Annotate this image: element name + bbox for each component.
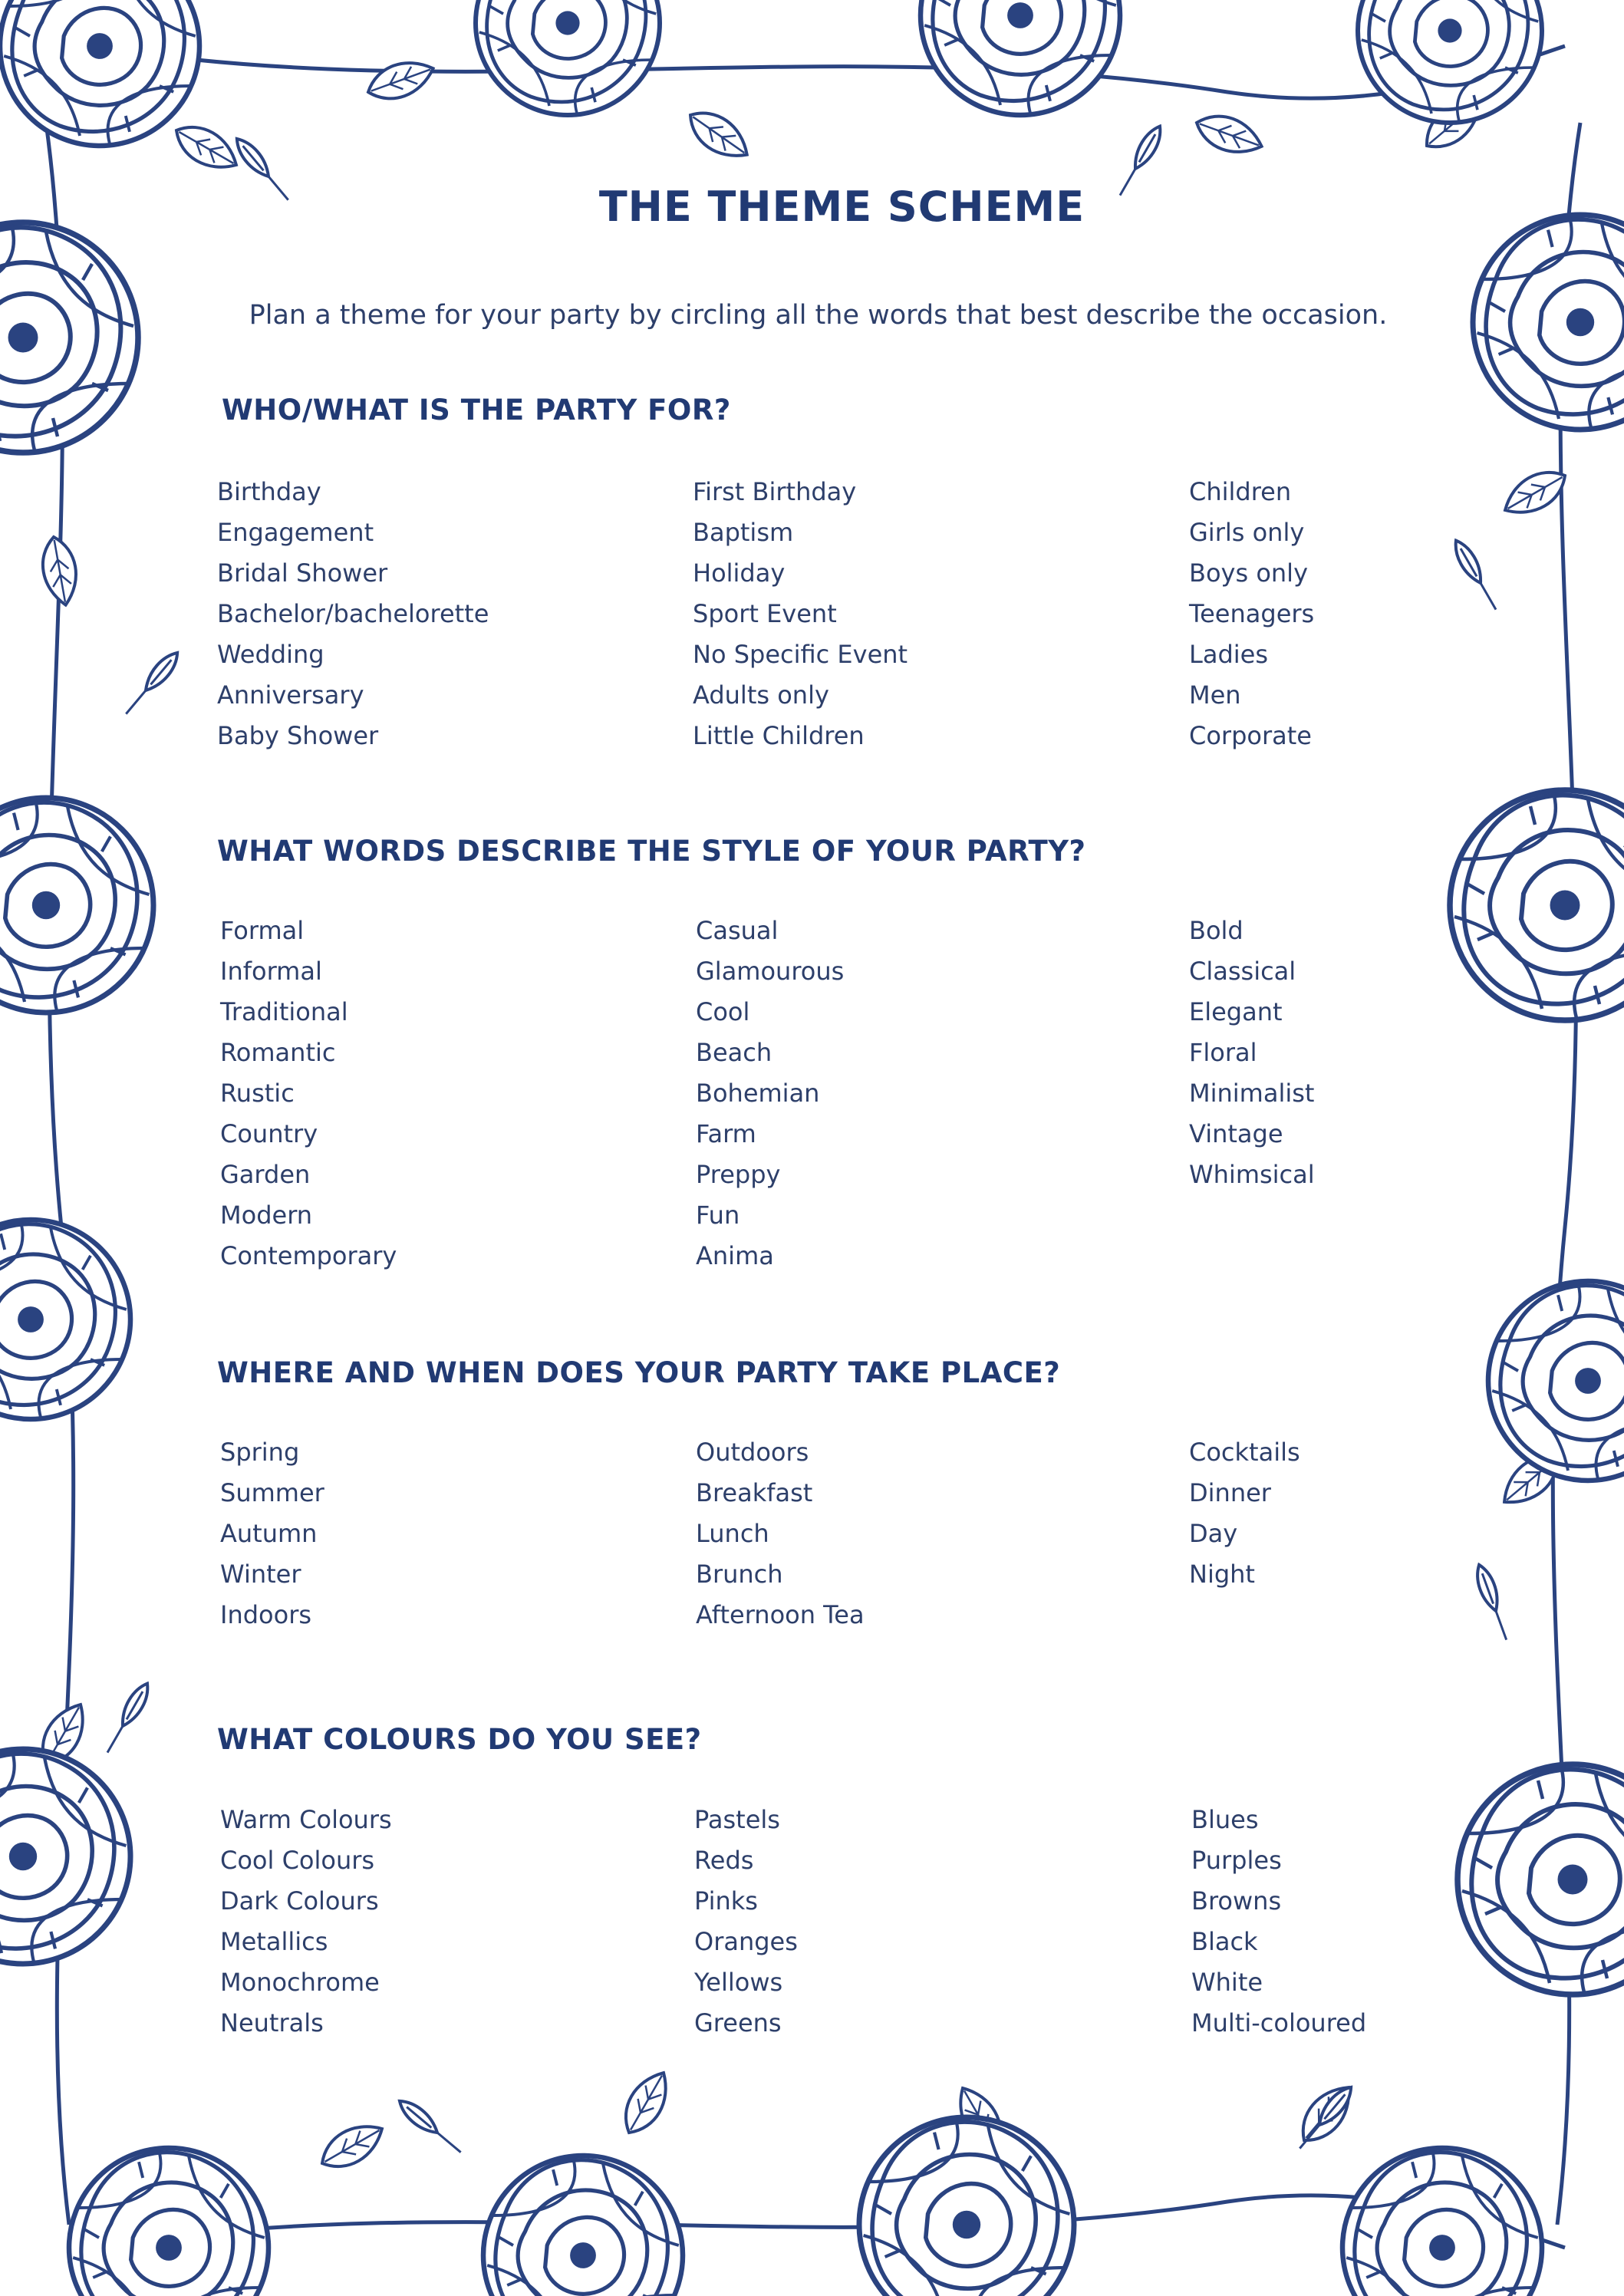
section-heading-where-when: WHERE AND WHEN DOES YOUR PARTY TAKE PLACE?: [217, 1356, 1061, 1389]
word-option: Romantic: [220, 1038, 336, 1067]
word-option: Metallics: [220, 1927, 328, 1956]
word-option: Pinks: [694, 1886, 758, 1916]
word-option: Summer: [220, 1478, 324, 1507]
word-option: Greens: [694, 2008, 782, 2037]
word-option: Boys only: [1189, 558, 1308, 588]
section-colours-column-1: [220, 1800, 392, 2044]
word-option: Little Children: [693, 721, 865, 750]
word-option: Wedding: [217, 640, 324, 669]
word-option: Contemporary: [220, 1241, 397, 1270]
word-option: Bridal Shower: [217, 558, 388, 588]
word-option: Holiday: [693, 558, 786, 588]
word-option: Anniversary: [217, 680, 364, 710]
word-option: Outdoors: [696, 1438, 809, 1467]
word-option: Brunch: [696, 1560, 783, 1589]
word-option: Modern: [220, 1201, 313, 1230]
word-option: Country: [220, 1119, 318, 1148]
word-option: Bold: [1189, 916, 1244, 945]
word-option: Winter: [220, 1560, 301, 1589]
section-who-column-3: [1189, 472, 1314, 756]
page-title: THE THEME SCHEME: [598, 183, 1085, 231]
word-option: Cocktails: [1189, 1438, 1300, 1467]
word-option: Dark Colours: [220, 1886, 379, 1916]
word-option: Baptism: [693, 518, 794, 547]
word-option: Lunch: [696, 1519, 769, 1548]
word-option: Beach: [696, 1038, 772, 1067]
section-where-column-1: [220, 1432, 324, 1636]
word-option: Multi-coloured: [1191, 2008, 1367, 2037]
word-option: Whimsical: [1189, 1160, 1315, 1189]
word-option: Breakfast: [696, 1478, 813, 1507]
word-option: Girls only: [1189, 518, 1305, 547]
word-option: Glamourous: [696, 957, 845, 986]
section-heading-colours: WHAT COLOURS DO YOU SEE?: [217, 1723, 702, 1756]
section-heading-who: WHO/WHAT IS THE PARTY FOR?: [222, 394, 731, 427]
word-option: Garden: [220, 1160, 311, 1189]
word-option: Afternoon Tea: [696, 1600, 865, 1629]
word-option: Neutrals: [220, 2008, 324, 2037]
word-option: Elegant: [1189, 997, 1283, 1026]
section-style-column-3: [1189, 911, 1315, 1195]
word-option: Anima: [696, 1241, 774, 1270]
word-option: Cool Colours: [220, 1846, 375, 1875]
word-option: Farm: [696, 1119, 756, 1148]
word-option: Engagement: [217, 518, 374, 547]
word-option: Browns: [1191, 1886, 1282, 1916]
word-option: Monochrome: [220, 1968, 380, 1997]
word-option: Autumn: [220, 1519, 318, 1548]
word-option: Spring: [220, 1438, 300, 1467]
word-option: Fun: [696, 1201, 740, 1230]
word-option: Children: [1189, 477, 1292, 506]
word-option: Yellows: [694, 1968, 783, 1997]
word-option: Night: [1189, 1560, 1255, 1589]
word-option: Reds: [694, 1846, 754, 1875]
section-colours-column-2: [694, 1800, 798, 2044]
word-option: Cool: [696, 997, 750, 1026]
word-option: Dinner: [1189, 1478, 1271, 1507]
word-option: Ladies: [1189, 640, 1268, 669]
word-option: Bachelor/bachelorette: [217, 599, 489, 628]
word-option: Teenagers: [1189, 599, 1315, 628]
word-option: Bohemian: [696, 1079, 820, 1108]
word-option: Minimalist: [1189, 1079, 1315, 1108]
word-option: First Birthday: [693, 477, 857, 506]
instructions: Plan a theme for your party by circling all the words that best describe the occasion.: [249, 300, 1388, 331]
section-style-column-1: [220, 911, 397, 1276]
word-option: Adults only: [693, 680, 829, 710]
section-who-column-2: [693, 472, 908, 756]
word-option: Baby Shower: [217, 721, 379, 750]
section-colours-column-3: [1191, 1800, 1366, 2044]
word-option: No Specific Event: [693, 640, 908, 669]
word-option: Traditional: [220, 997, 348, 1026]
word-option: Sport Event: [693, 599, 837, 628]
word-option: Day: [1189, 1519, 1238, 1548]
section-who-column-1: [217, 472, 489, 756]
word-option: Formal: [220, 916, 305, 945]
section-style-column-2: [696, 911, 844, 1276]
word-option: Vintage: [1189, 1119, 1283, 1148]
word-option: White: [1191, 1968, 1263, 1997]
word-option: Rustic: [220, 1079, 295, 1108]
word-option: Corporate: [1189, 721, 1312, 750]
word-option: Casual: [696, 916, 779, 945]
word-option: Indoors: [220, 1600, 312, 1629]
word-option: Blues: [1191, 1805, 1259, 1834]
word-option: Pastels: [694, 1805, 780, 1834]
word-option: Floral: [1189, 1038, 1257, 1067]
word-option: Classical: [1189, 957, 1296, 986]
word-option: Oranges: [694, 1927, 798, 1956]
word-option: Men: [1189, 680, 1241, 710]
section-heading-style: WHAT WORDS DESCRIBE THE STYLE OF YOUR PARTY?: [217, 835, 1086, 868]
word-option: Preppy: [696, 1160, 781, 1189]
word-option: Birthday: [217, 477, 321, 506]
word-option: Black: [1191, 1927, 1258, 1956]
word-option: Informal: [220, 957, 322, 986]
section-where-column-2: [696, 1432, 865, 1636]
word-option: Purples: [1191, 1846, 1282, 1875]
word-option: Warm Colours: [220, 1805, 392, 1834]
section-where-column-3: [1189, 1432, 1300, 1595]
